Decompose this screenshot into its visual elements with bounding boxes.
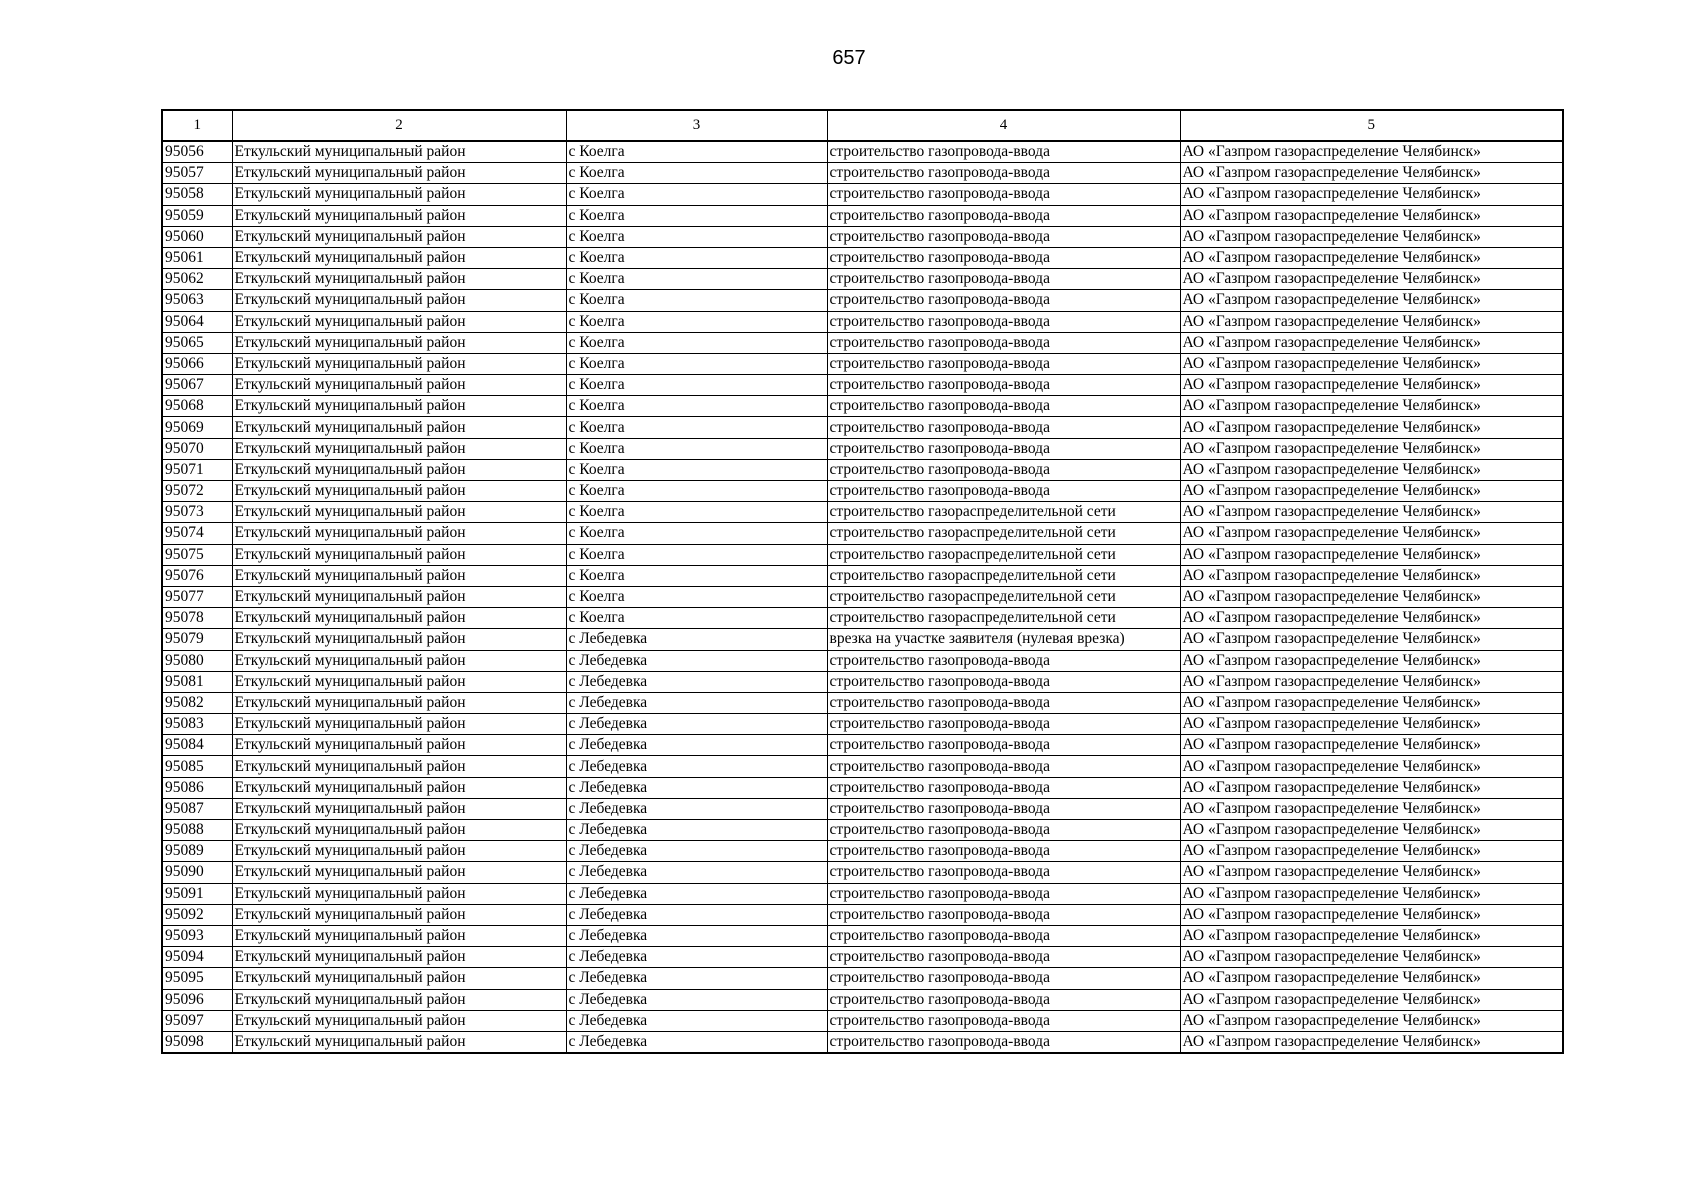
work-type-cell: строительство газопровода-ввода bbox=[827, 184, 1180, 205]
district-cell: Еткульский муниципальный район bbox=[232, 692, 566, 713]
row-number-cell: 95073 bbox=[162, 502, 232, 523]
table-row bbox=[162, 184, 1563, 205]
work-type-cell: строительство газопровода-ввода bbox=[827, 756, 1180, 777]
row-number-cell: 95086 bbox=[162, 777, 232, 798]
row-number-cell: 95083 bbox=[162, 714, 232, 735]
work-type-cell: строительство газопровода-ввода bbox=[827, 1031, 1180, 1053]
organization-cell: АО «Газпром газораспределение Челябинск» bbox=[1180, 459, 1563, 480]
organization-cell: АО «Газпром газораспределение Челябинск» bbox=[1180, 417, 1563, 438]
row-number-cell: 95080 bbox=[162, 650, 232, 671]
work-type-cell: строительство газопровода-ввода bbox=[827, 205, 1180, 226]
table-row bbox=[162, 332, 1563, 353]
organization-cell: АО «Газпром газораспределение Челябинск» bbox=[1180, 862, 1563, 883]
district-cell: Еткульский муниципальный район bbox=[232, 841, 566, 862]
table-row bbox=[162, 1010, 1563, 1031]
district-cell: Еткульский муниципальный район bbox=[232, 502, 566, 523]
district-cell: Еткульский муниципальный район bbox=[232, 798, 566, 819]
column-header-4: 4 bbox=[827, 110, 1180, 141]
district-cell: Еткульский муниципальный район bbox=[232, 586, 566, 607]
row-number-cell: 95092 bbox=[162, 904, 232, 925]
work-type-cell: строительство газораспределительной сети bbox=[827, 565, 1180, 586]
table-row bbox=[162, 586, 1563, 607]
organization-cell: АО «Газпром газораспределение Челябинск» bbox=[1180, 247, 1563, 268]
table-row bbox=[162, 692, 1563, 713]
row-number-cell: 95096 bbox=[162, 989, 232, 1010]
district-cell: Еткульский муниципальный район bbox=[232, 904, 566, 925]
organization-cell: АО «Газпром газораспределение Челябинск» bbox=[1180, 184, 1563, 205]
organization-cell: АО «Газпром газораспределение Челябинск» bbox=[1180, 904, 1563, 925]
work-type-cell: строительство газопровода-ввода bbox=[827, 671, 1180, 692]
organization-cell: АО «Газпром газораспределение Челябинск» bbox=[1180, 141, 1563, 163]
district-cell: Еткульский муниципальный район bbox=[232, 269, 566, 290]
row-number-cell: 95085 bbox=[162, 756, 232, 777]
work-type-cell: строительство газопровода-ввода bbox=[827, 650, 1180, 671]
row-number-cell: 95065 bbox=[162, 332, 232, 353]
settlement-cell: с Коелга bbox=[566, 290, 827, 311]
district-cell: Еткульский муниципальный район bbox=[232, 671, 566, 692]
district-cell: Еткульский муниципальный район bbox=[232, 375, 566, 396]
work-type-cell: строительство газопровода-ввода bbox=[827, 396, 1180, 417]
organization-cell: АО «Газпром газораспределение Челябинск» bbox=[1180, 163, 1563, 184]
table-row bbox=[162, 968, 1563, 989]
work-type-cell: строительство газопровода-ввода bbox=[827, 163, 1180, 184]
work-type-cell: строительство газопровода-ввода bbox=[827, 226, 1180, 247]
table-row bbox=[162, 523, 1563, 544]
row-number-cell: 95078 bbox=[162, 608, 232, 629]
settlement-cell: с Лебедевка bbox=[566, 883, 827, 904]
work-type-cell: строительство газопровода-ввода bbox=[827, 481, 1180, 502]
organization-cell: АО «Газпром газораспределение Челябинск» bbox=[1180, 332, 1563, 353]
district-cell: Еткульский муниципальный район bbox=[232, 141, 566, 163]
organization-cell: АО «Газпром газораспределение Челябинск» bbox=[1180, 671, 1563, 692]
work-type-cell: строительство газопровода-ввода bbox=[827, 947, 1180, 968]
row-number-cell: 95068 bbox=[162, 396, 232, 417]
settlement-cell: с Коелга bbox=[566, 141, 827, 163]
district-cell: Еткульский муниципальный район bbox=[232, 650, 566, 671]
row-number-cell: 95060 bbox=[162, 226, 232, 247]
row-number-cell: 95067 bbox=[162, 375, 232, 396]
organization-cell: АО «Газпром газораспределение Челябинск» bbox=[1180, 650, 1563, 671]
settlement-cell: с Коелга bbox=[566, 375, 827, 396]
district-cell: Еткульский муниципальный район bbox=[232, 883, 566, 904]
work-type-cell: строительство газопровода-ввода bbox=[827, 438, 1180, 459]
table-row bbox=[162, 671, 1563, 692]
district-cell: Еткульский муниципальный район bbox=[232, 523, 566, 544]
settlement-cell: с Коелга bbox=[566, 502, 827, 523]
work-type-cell: врезка на участке заявителя (нулевая врезка) bbox=[827, 629, 1180, 650]
row-number-cell: 95089 bbox=[162, 841, 232, 862]
table-row bbox=[162, 989, 1563, 1010]
district-cell: Еткульский муниципальный район bbox=[232, 565, 566, 586]
district-cell: Еткульский муниципальный район bbox=[232, 332, 566, 353]
organization-cell: АО «Газпром газораспределение Челябинск» bbox=[1180, 968, 1563, 989]
column-header-2: 2 bbox=[232, 110, 566, 141]
organization-cell: АО «Газпром газораспределение Челябинск» bbox=[1180, 481, 1563, 502]
column-header-1: 1 bbox=[162, 110, 232, 141]
settlement-cell: с Коелга bbox=[566, 459, 827, 480]
work-type-cell: строительство газопровода-ввода bbox=[827, 841, 1180, 862]
district-cell: Еткульский муниципальный район bbox=[232, 989, 566, 1010]
settlement-cell: с Лебедевка bbox=[566, 925, 827, 946]
table-row bbox=[162, 756, 1563, 777]
column-header-5: 5 bbox=[1180, 110, 1563, 141]
row-number-cell: 95098 bbox=[162, 1031, 232, 1053]
settlement-cell: с Коелга bbox=[566, 311, 827, 332]
settlement-cell: с Лебедевка bbox=[566, 1031, 827, 1053]
row-number-cell: 95095 bbox=[162, 968, 232, 989]
header-row bbox=[162, 110, 1563, 141]
row-number-cell: 95094 bbox=[162, 947, 232, 968]
table-row bbox=[162, 163, 1563, 184]
table-row bbox=[162, 608, 1563, 629]
district-cell: Еткульский муниципальный район bbox=[232, 820, 566, 841]
work-type-cell: строительство газопровода-ввода bbox=[827, 1010, 1180, 1031]
data-table bbox=[161, 109, 1564, 1054]
organization-cell: АО «Газпром газораспределение Челябинск» bbox=[1180, 523, 1563, 544]
organization-cell: АО «Газпром газораспределение Челябинск» bbox=[1180, 226, 1563, 247]
organization-cell: АО «Газпром газораспределение Челябинск» bbox=[1180, 947, 1563, 968]
work-type-cell: строительство газопровода-ввода bbox=[827, 925, 1180, 946]
column-header-3: 3 bbox=[566, 110, 827, 141]
organization-cell: АО «Газпром газораспределение Челябинск» bbox=[1180, 756, 1563, 777]
table-row bbox=[162, 904, 1563, 925]
work-type-cell: строительство газопровода-ввода bbox=[827, 862, 1180, 883]
organization-cell: АО «Газпром газораспределение Челябинск» bbox=[1180, 989, 1563, 1010]
table-body bbox=[162, 141, 1563, 1053]
row-number-cell: 95066 bbox=[162, 353, 232, 374]
district-cell: Еткульский муниципальный район bbox=[232, 862, 566, 883]
page-number: 657 bbox=[832, 47, 866, 69]
organization-cell: АО «Газпром газораспределение Челябинск» bbox=[1180, 1031, 1563, 1053]
settlement-cell: с Коелга bbox=[566, 205, 827, 226]
row-number-cell: 95061 bbox=[162, 247, 232, 268]
settlement-cell: с Коелга bbox=[566, 353, 827, 374]
settlement-cell: с Коелга bbox=[566, 438, 827, 459]
work-type-cell: строительство газопровода-ввода bbox=[827, 968, 1180, 989]
table-row bbox=[162, 269, 1563, 290]
organization-cell: АО «Газпром газораспределение Челябинск» bbox=[1180, 269, 1563, 290]
table-row bbox=[162, 629, 1563, 650]
district-cell: Еткульский муниципальный район bbox=[232, 311, 566, 332]
district-cell: Еткульский муниципальный район bbox=[232, 735, 566, 756]
table-row bbox=[162, 141, 1563, 163]
settlement-cell: с Лебедевка bbox=[566, 798, 827, 819]
settlement-cell: с Коелга bbox=[566, 481, 827, 502]
district-cell: Еткульский муниципальный район bbox=[232, 353, 566, 374]
table-row bbox=[162, 841, 1563, 862]
district-cell: Еткульский муниципальный район bbox=[232, 925, 566, 946]
table-row bbox=[162, 820, 1563, 841]
row-number-cell: 95056 bbox=[162, 141, 232, 163]
work-type-cell: строительство газораспределительной сети bbox=[827, 586, 1180, 607]
organization-cell: АО «Газпром газораспределение Челябинск» bbox=[1180, 883, 1563, 904]
organization-cell: АО «Газпром газораспределение Челябинск» bbox=[1180, 629, 1563, 650]
work-type-cell: строительство газопровода-ввода bbox=[827, 777, 1180, 798]
work-type-cell: строительство газопровода-ввода bbox=[827, 735, 1180, 756]
settlement-cell: с Коелга bbox=[566, 247, 827, 268]
settlement-cell: с Лебедевка bbox=[566, 841, 827, 862]
organization-cell: АО «Газпром газораспределение Челябинск» bbox=[1180, 438, 1563, 459]
row-number-cell: 95076 bbox=[162, 565, 232, 586]
organization-cell: АО «Газпром газораспределение Челябинск» bbox=[1180, 375, 1563, 396]
table-row bbox=[162, 565, 1563, 586]
row-number-cell: 95057 bbox=[162, 163, 232, 184]
table-row bbox=[162, 226, 1563, 247]
organization-cell: АО «Газпром газораспределение Челябинск» bbox=[1180, 735, 1563, 756]
row-number-cell: 95077 bbox=[162, 586, 232, 607]
district-cell: Еткульский муниципальный район bbox=[232, 205, 566, 226]
table-row bbox=[162, 947, 1563, 968]
settlement-cell: с Коелга bbox=[566, 586, 827, 607]
organization-cell: АО «Газпром газораспределение Челябинск» bbox=[1180, 798, 1563, 819]
settlement-cell: с Лебедевка bbox=[566, 714, 827, 735]
work-type-cell: строительство газопровода-ввода bbox=[827, 375, 1180, 396]
district-cell: Еткульский муниципальный район bbox=[232, 290, 566, 311]
row-number-cell: 95074 bbox=[162, 523, 232, 544]
work-type-cell: строительство газопровода-ввода bbox=[827, 883, 1180, 904]
row-number-cell: 95062 bbox=[162, 269, 232, 290]
row-number-cell: 95097 bbox=[162, 1010, 232, 1031]
organization-cell: АО «Газпром газораспределение Челябинск» bbox=[1180, 841, 1563, 862]
row-number-cell: 95088 bbox=[162, 820, 232, 841]
settlement-cell: с Лебедевка bbox=[566, 947, 827, 968]
work-type-cell: строительство газораспределительной сети bbox=[827, 523, 1180, 544]
district-cell: Еткульский муниципальный район bbox=[232, 438, 566, 459]
district-cell: Еткульский муниципальный район bbox=[232, 608, 566, 629]
organization-cell: АО «Газпром газораспределение Челябинск» bbox=[1180, 608, 1563, 629]
district-cell: Еткульский муниципальный район bbox=[232, 629, 566, 650]
district-cell: Еткульский муниципальный район bbox=[232, 1031, 566, 1053]
district-cell: Еткульский муниципальный район bbox=[232, 247, 566, 268]
organization-cell: АО «Газпром газораспределение Челябинск» bbox=[1180, 311, 1563, 332]
district-cell: Еткульский муниципальный район bbox=[232, 947, 566, 968]
settlement-cell: с Коелга bbox=[566, 184, 827, 205]
row-number-cell: 95079 bbox=[162, 629, 232, 650]
organization-cell: АО «Газпром газораспределение Челябинск» bbox=[1180, 777, 1563, 798]
work-type-cell: строительство газопровода-ввода bbox=[827, 290, 1180, 311]
row-number-cell: 95071 bbox=[162, 459, 232, 480]
district-cell: Еткульский муниципальный район bbox=[232, 1010, 566, 1031]
district-cell: Еткульский муниципальный район bbox=[232, 714, 566, 735]
organization-cell: АО «Газпром газораспределение Челябинск» bbox=[1180, 586, 1563, 607]
table-row bbox=[162, 459, 1563, 480]
work-type-cell: строительство газопровода-ввода bbox=[827, 820, 1180, 841]
district-cell: Еткульский муниципальный район bbox=[232, 459, 566, 480]
table-row bbox=[162, 311, 1563, 332]
settlement-cell: с Лебедевка bbox=[566, 1010, 827, 1031]
district-cell: Еткульский муниципальный район bbox=[232, 544, 566, 565]
work-type-cell: строительство газопровода-ввода bbox=[827, 798, 1180, 819]
work-type-cell: строительство газопровода-ввода bbox=[827, 332, 1180, 353]
row-number-cell: 95090 bbox=[162, 862, 232, 883]
row-number-cell: 95069 bbox=[162, 417, 232, 438]
work-type-cell: строительство газопровода-ввода bbox=[827, 311, 1180, 332]
row-number-cell: 95064 bbox=[162, 311, 232, 332]
table-row bbox=[162, 544, 1563, 565]
row-number-cell: 95070 bbox=[162, 438, 232, 459]
row-number-cell: 95072 bbox=[162, 481, 232, 502]
settlement-cell: с Коелга bbox=[566, 226, 827, 247]
table-row bbox=[162, 735, 1563, 756]
district-cell: Еткульский муниципальный район bbox=[232, 777, 566, 798]
settlement-cell: с Коелга bbox=[566, 396, 827, 417]
row-number-cell: 95084 bbox=[162, 735, 232, 756]
table-row bbox=[162, 798, 1563, 819]
table-row bbox=[162, 714, 1563, 735]
district-cell: Еткульский муниципальный район bbox=[232, 163, 566, 184]
organization-cell: АО «Газпром газораспределение Челябинск» bbox=[1180, 544, 1563, 565]
table-row bbox=[162, 1031, 1563, 1053]
row-number-cell: 95058 bbox=[162, 184, 232, 205]
district-cell: Еткульский муниципальный район bbox=[232, 968, 566, 989]
organization-cell: АО «Газпром газораспределение Челябинск» bbox=[1180, 714, 1563, 735]
table-row bbox=[162, 650, 1563, 671]
table-row bbox=[162, 417, 1563, 438]
settlement-cell: с Коелга bbox=[566, 608, 827, 629]
table-row bbox=[162, 396, 1563, 417]
settlement-cell: с Лебедевка bbox=[566, 862, 827, 883]
table-row bbox=[162, 777, 1563, 798]
organization-cell: АО «Газпром газораспределение Челябинск» bbox=[1180, 502, 1563, 523]
row-number-cell: 95063 bbox=[162, 290, 232, 311]
settlement-cell: с Коелга bbox=[566, 417, 827, 438]
work-type-cell: строительство газопровода-ввода bbox=[827, 459, 1180, 480]
work-type-cell: строительство газораспределительной сети bbox=[827, 608, 1180, 629]
settlement-cell: с Лебедевка bbox=[566, 671, 827, 692]
work-type-cell: строительство газопровода-ввода bbox=[827, 417, 1180, 438]
district-cell: Еткульский муниципальный район bbox=[232, 756, 566, 777]
table-row bbox=[162, 353, 1563, 374]
table-header bbox=[162, 110, 1563, 141]
table-row bbox=[162, 375, 1563, 396]
work-type-cell: строительство газопровода-ввода bbox=[827, 904, 1180, 925]
settlement-cell: с Коелга bbox=[566, 163, 827, 184]
work-type-cell: строительство газопровода-ввода bbox=[827, 989, 1180, 1010]
settlement-cell: с Коелга bbox=[566, 269, 827, 290]
organization-cell: АО «Газпром газораспределение Челябинск» bbox=[1180, 925, 1563, 946]
district-cell: Еткульский муниципальный район bbox=[232, 417, 566, 438]
work-type-cell: строительство газопровода-ввода bbox=[827, 269, 1180, 290]
settlement-cell: с Лебедевка bbox=[566, 735, 827, 756]
table-row bbox=[162, 481, 1563, 502]
settlement-cell: с Лебедевка bbox=[566, 777, 827, 798]
settlement-cell: с Лебедевка bbox=[566, 692, 827, 713]
row-number-cell: 95091 bbox=[162, 883, 232, 904]
work-type-cell: строительство газопровода-ввода bbox=[827, 141, 1180, 163]
work-type-cell: строительство газопровода-ввода bbox=[827, 692, 1180, 713]
settlement-cell: с Лебедевка bbox=[566, 650, 827, 671]
table-row bbox=[162, 925, 1563, 946]
work-type-cell: строительство газораспределительной сети bbox=[827, 544, 1180, 565]
table-row bbox=[162, 862, 1563, 883]
row-number-cell: 95059 bbox=[162, 205, 232, 226]
table-row bbox=[162, 438, 1563, 459]
district-cell: Еткульский муниципальный район bbox=[232, 481, 566, 502]
row-number-cell: 95087 bbox=[162, 798, 232, 819]
organization-cell: АО «Газпром газораспределение Челябинск» bbox=[1180, 1010, 1563, 1031]
row-number-cell: 95075 bbox=[162, 544, 232, 565]
organization-cell: АО «Газпром газораспределение Челябинск» bbox=[1180, 820, 1563, 841]
settlement-cell: с Коелга bbox=[566, 544, 827, 565]
table-row bbox=[162, 205, 1563, 226]
table-row bbox=[162, 290, 1563, 311]
settlement-cell: с Лебедевка bbox=[566, 756, 827, 777]
settlement-cell: с Лебедевка bbox=[566, 968, 827, 989]
organization-cell: АО «Газпром газораспределение Челябинск» bbox=[1180, 396, 1563, 417]
work-type-cell: строительство газораспределительной сети bbox=[827, 502, 1180, 523]
work-type-cell: строительство газопровода-ввода bbox=[827, 714, 1180, 735]
organization-cell: АО «Газпром газораспределение Челябинск» bbox=[1180, 565, 1563, 586]
organization-cell: АО «Газпром газораспределение Челябинск» bbox=[1180, 205, 1563, 226]
district-cell: Еткульский муниципальный район bbox=[232, 396, 566, 417]
row-number-cell: 95082 bbox=[162, 692, 232, 713]
row-number-cell: 95093 bbox=[162, 925, 232, 946]
settlement-cell: с Коелга bbox=[566, 565, 827, 586]
settlement-cell: с Лебедевка bbox=[566, 989, 827, 1010]
row-number-cell: 95081 bbox=[162, 671, 232, 692]
settlement-cell: с Коелга bbox=[566, 332, 827, 353]
district-cell: Еткульский муниципальный район bbox=[232, 184, 566, 205]
table-row bbox=[162, 502, 1563, 523]
organization-cell: АО «Газпром газораспределение Челябинск» bbox=[1180, 290, 1563, 311]
settlement-cell: с Лебедевка bbox=[566, 820, 827, 841]
organization-cell: АО «Газпром газораспределение Челябинск» bbox=[1180, 353, 1563, 374]
table-row bbox=[162, 247, 1563, 268]
work-type-cell: строительство газопровода-ввода bbox=[827, 353, 1180, 374]
work-type-cell: строительство газопровода-ввода bbox=[827, 247, 1180, 268]
settlement-cell: с Коелга bbox=[566, 523, 827, 544]
settlement-cell: с Лебедевка bbox=[566, 904, 827, 925]
district-cell: Еткульский муниципальный район bbox=[232, 226, 566, 247]
table-row bbox=[162, 883, 1563, 904]
settlement-cell: с Лебедевка bbox=[566, 629, 827, 650]
organization-cell: АО «Газпром газораспределение Челябинск» bbox=[1180, 692, 1563, 713]
